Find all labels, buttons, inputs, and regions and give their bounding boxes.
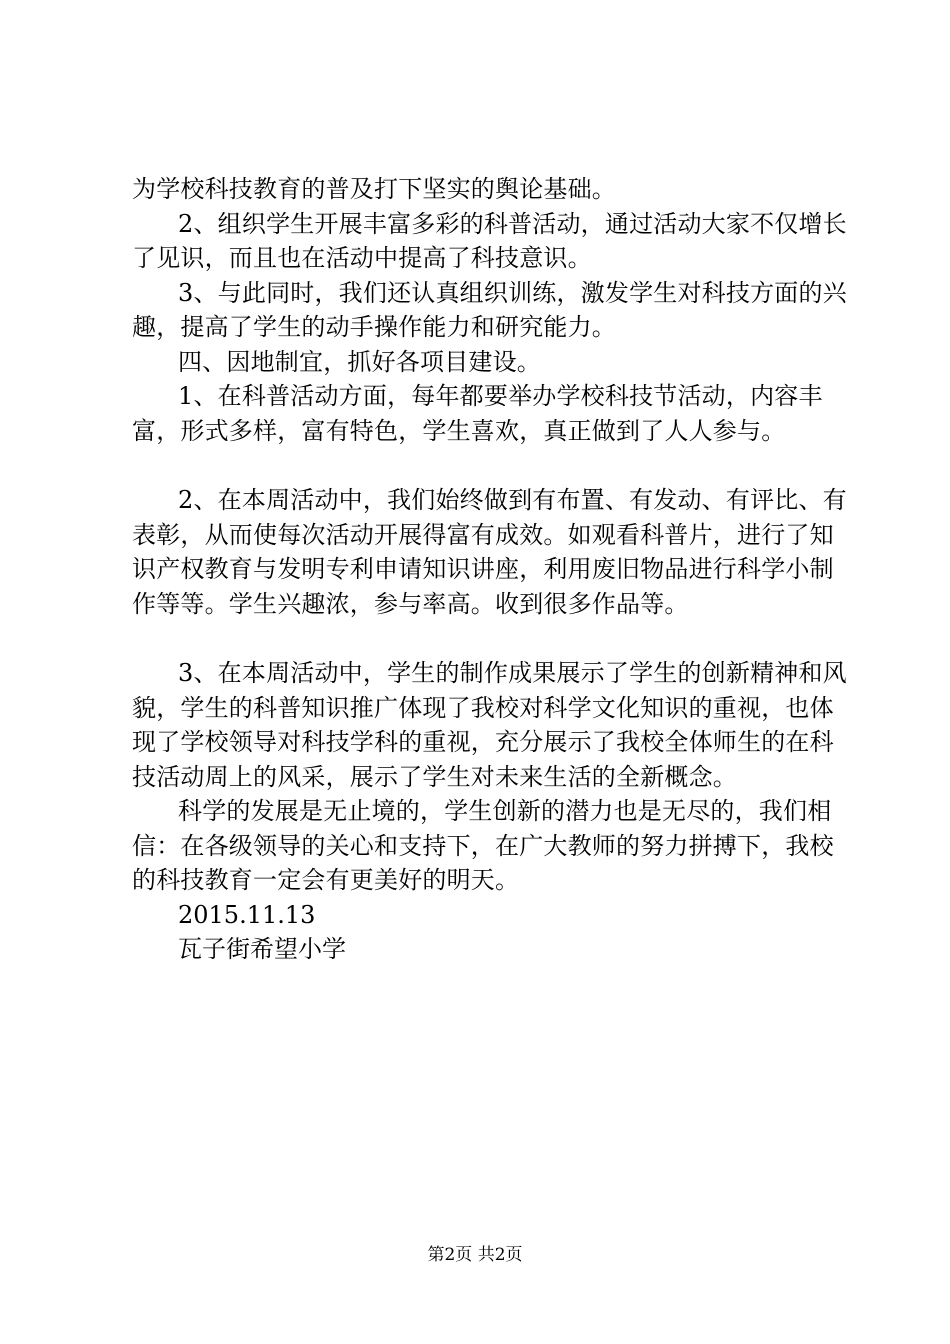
paragraph-conclusion: 科学的发展是无止境的，学生创新的潜力也是无尽的，我们相信：在各级领导的关心和支持下，在广大教师的努力拼搏下，我校的科技教育一定会有更美好的明天。 [132, 797, 834, 894]
page-footer: 第2页 共2页 [427, 1245, 523, 1265]
paragraph-gap [132, 621, 852, 656]
paragraph-section4-item-2: 2、在本周活动中，我们始终做到有布置、有发动、有评比、有表彰，从而使每次活动开展得富有成效。如观看科普片，进行了知识产权教育与发明专利申请知识讲座，利用废旧物品进行科学小制作等等。学生兴趣浓，参与率高。收到很多作品等。 [132, 486, 847, 618]
paragraph-section4-item-1: 1、在科普活动方面，每年都要举办学校科技节活动，内容丰富，形式多样，富有特色，学生喜欢，真正做到了人人参与。 [132, 382, 823, 445]
paragraph-continuation: 为学校科技教育的普及打下坚实的舆论基础。 [132, 175, 616, 203]
paragraph-item-2: 2、组织学生开展丰富多彩的科普活动，通过活动大家不仅增长了见识，而且也在活动中提高了科技意识。 [132, 209, 847, 272]
paragraph-gap [132, 448, 852, 483]
paragraph-section4-item-3: 3、在本周活动中，学生的制作成果展示了学生的创新精神和风貌，学生的科普知识推广体现了我校对科学文化知识的重视，也体现了学校领导对科技学科的重视，充分展示了我校全体师生的在科技活动周上的风采，展示了学生对未来生活的全新概念。 [132, 659, 847, 791]
paragraph-item-3: 3、与此同时，我们还认真组织训练，激发学生对科技方面的兴趣，提高了学生的动手操作能力和研究能力。 [132, 278, 847, 341]
document-body [132, 172, 852, 967]
document-signature: 瓦子街希望小学 [178, 935, 346, 963]
section-heading-4: 四、因地制宜，抓好各项目建设。 [178, 347, 541, 376]
document-date: 2015.11.13 [178, 900, 316, 929]
